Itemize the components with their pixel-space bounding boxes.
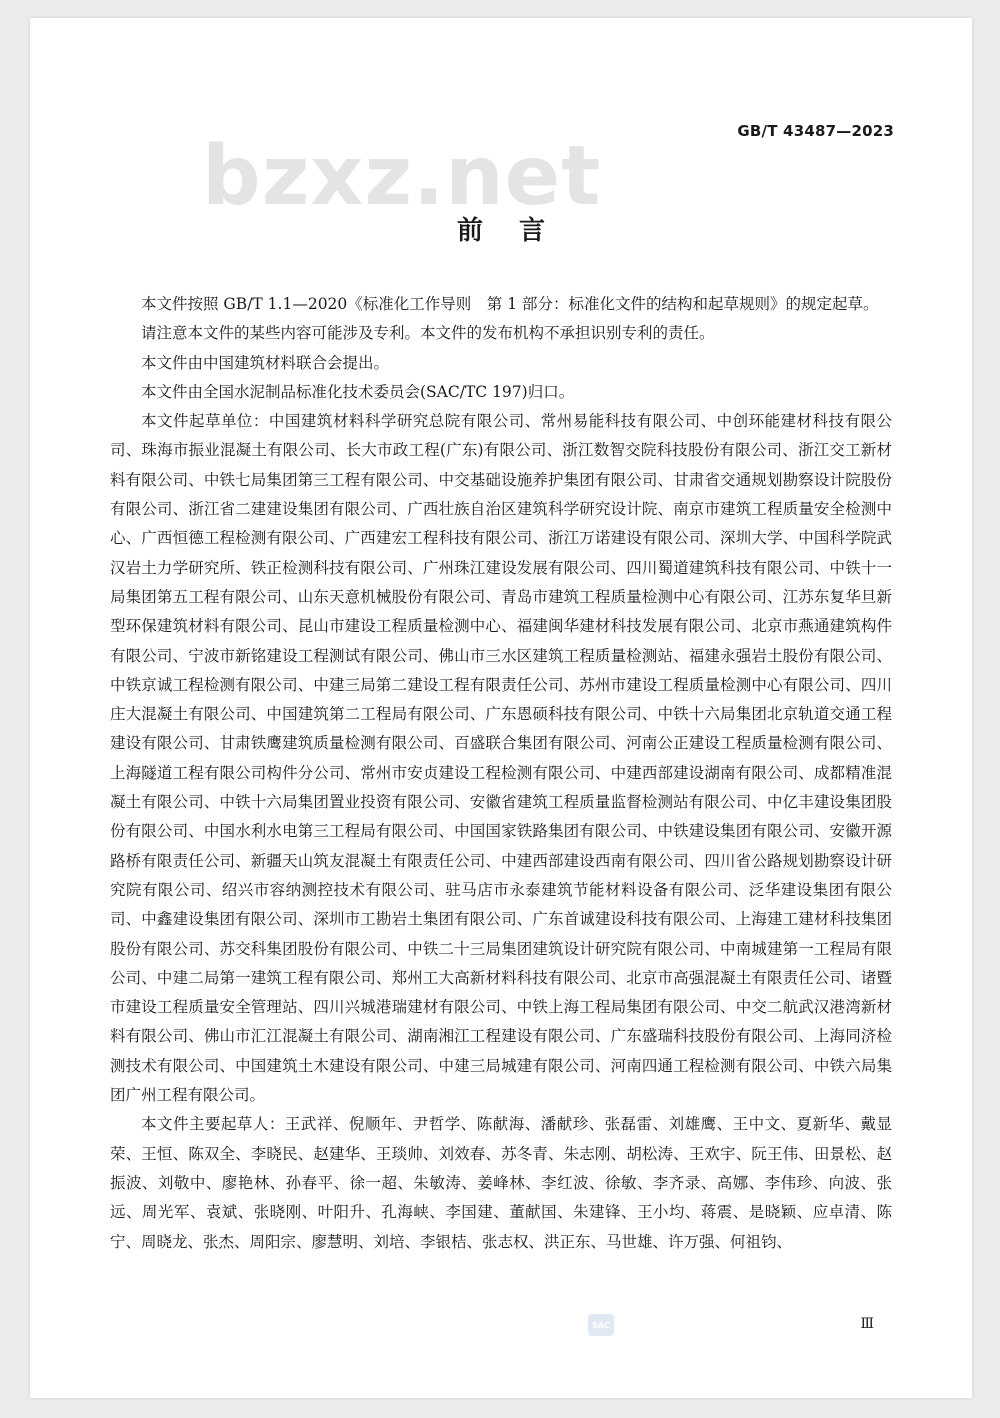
- paragraph-patent-notice: 请注意本文件的某些内容可能涉及专利。本文件的发布机构不承担识别专利的责任。: [141, 324, 715, 343]
- document-page: [30, 18, 972, 1398]
- page-number: Ⅲ: [860, 1316, 874, 1332]
- section-title: 前言: [456, 216, 581, 246]
- sac-logo-icon: SAC: [588, 1314, 614, 1336]
- paragraph-proposer: 本文件由中国建筑材料联合会提出。: [141, 353, 390, 372]
- standard-code: GB/T 43487—2023: [737, 122, 894, 140]
- foreword-body: [110, 290, 892, 1257]
- paragraph-technical-committee: 本文件由全国水泥制品标准化技术委员会(SAC/TC 197)归口。: [141, 382, 575, 401]
- watermark: bzxz.net: [202, 129, 602, 224]
- paragraph-drafting-rules: 本文件按照 GB/T 1.1—2020《标准化工作导则 第 1 部分：标准化文件的结构和起草规则》的规定起草。: [141, 295, 879, 313]
- paragraph-drafting-units: 本文件起草单位：中国建筑材料科学研究总院有限公司、常州易能科技有限公司、中创环能建材科技有限公司、珠海市振业混凝土有限公司、长大市政工程(广东)有限公司、浙江数智交院科技股份有限公司、浙江交工新材料有限公司、中铁七局集团第三工程有限公司、中交基础设施养护集团有限公司、甘肃省交通规划勘察设计院股份有限公司、浙江省二建建设集团有限公司、广西壮族自治区建筑科学研究设计院、南京市建筑工程质量安全检测中心、广西恒德工程检测有限公司、广西建宏工程科技有限公司、浙江万诺建设有限公司、深圳大学、中国科学院武汉岩土力学研究所、铁正检测科技有限公司、广州珠江建设发展有限公司、四川蜀道建筑科技有限公司、中铁十一局集团第五工程有限公司、山东天意机械股份有限公司、青岛市建筑工程质量检测中心有限公司、江苏东复华旦新型环保建筑材料有限公司、昆山市建设工程质量检测中心、福建闽华建材科技发展有限公司、北京市燕通建筑构件有限公司、宁波市新铭建设工程测试有限公司、佛山市三水区建筑工程质量检测站、福建永强岩土股份有限公司、中铁京诚工程检测有限公司、中建三局第二建设工程有限责任公司、苏州市建设工程质量检测中心有限公司、四川庄大混凝土有限公司、中国建筑第二工程局有限公司、广东恩硕科技有限公司、中铁十六局集团北京轨道交通工程建设有限公司、甘肃铁鹰建筑质量检测有限公司、百盛联合集团有限公司、河南公正建设工程质量检测有限公司、上海隧道工程有限公司构件分公司、常州市安贞建设工程检测有限公司、中建西部建设湖南有限公司、成都精准混凝土有限公司、中铁十六局集团置业投资有限公司、安徽省建筑工程质量监督检测站有限公司、中亿丰建设集团股份有限公司、中国水利水电第三工程局有限公司、中国国家铁路集团有限公司、中铁建设集团有限公司、安徽开源路桥有限责任公司、新疆天山筑友混凝土有限责任公司、中建西部建设西南有限公司、四川省公路规划勘察设计研究院有限公司、绍兴市容纳测控技术有限公司、驻马店市永泰建筑节能材料设备有限公司、泛华建设集团有限公司、中鑫建设集团有限公司、深圳市工勘岩土集团有限公司、广东首诚建设科技有限公司、上海建工建材科技集团股份有限公司、苏交科集团股份有限公司、中铁二十三局集团建筑设计研究院有限公司、中南城建第一工程局有限公司、中建二局第一建筑工程有限公司、郑州工大高新材料科技有限公司、北京市高强混凝土有限责任公司、诸暨市建设工程质量安全管理站、四川兴城港瑞建材有限公司、中铁上海工程局集团有限公司、中交二航武汉港湾新材料有限公司、佛山市汇江混凝土有限公司、湖南湘江工程建设有限公司、广东盛瑞科技股份有限公司、上海同济检测技术有限公司、中国建筑土木建设有限公司、中建三局城建有限公司、河南四通工程检测有限公司、中铁六局集团广州工程有限公司。: [110, 412, 892, 1105]
- paragraph-main-drafters: 本文件主要起草人：王武祥、倪顺年、尹哲学、陈献海、潘献珍、张磊雷、刘雄鹰、王中文、夏新华、戴显荣、王恒、陈双全、李晓民、赵建华、王琰帅、刘效春、苏冬青、朱志刚、胡松涛、王欢宇、阮王伟、田景松、赵振波、刘敬中、廖艳林、孙春平、徐一超、朱敏涛、姜峰林、李红波、徐敏、李齐录、高娜、李伟珍、向波、张远、周光军、袁斌、张晓刚、叶阳升、孔海峡、李国建、董献国、朱建锋、王小均、蒋震、是晓颖、应卓清、陈宁、周晓龙、张杰、周阳宗、廖慧明、刘培、李银桔、张志权、洪正东、马世雄、许万强、何祖钧、: [110, 1115, 892, 1251]
